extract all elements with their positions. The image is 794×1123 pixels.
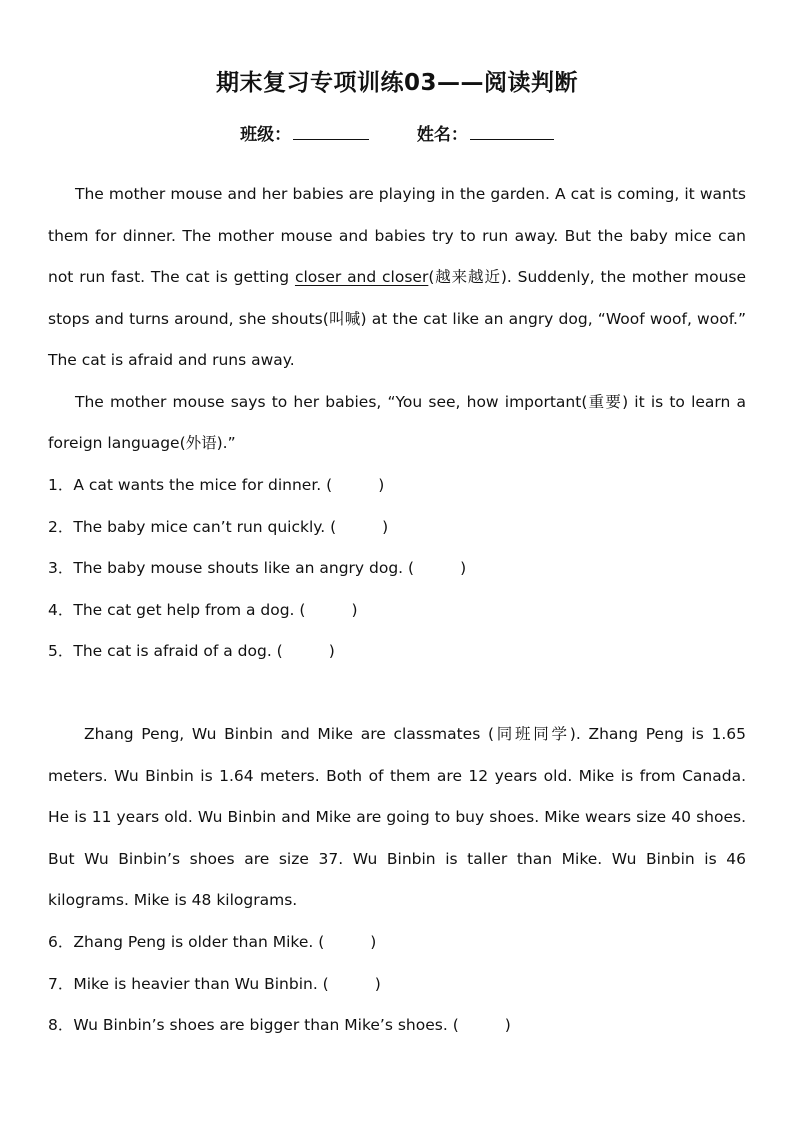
page-title: 期末复习专项训练03——阅读判断	[215, 70, 578, 96]
reading-passage-1	[48, 174, 746, 465]
question-item: 5．The cat is afraid of a dog. ( )	[48, 642, 335, 660]
passage-1-paragraph-1: The mother mouse and her babies are playing in the garden. A cat is coming, it wants them for dinner. The mother mouse and babies try to run away. But the baby mice can not run fast. The cat is getting closer and closer(越来越近). Suddenly, the mother mouse stops and turns around, she shouts(叫喊) at the cat like an angry dog, “Woof woof, woof.” The cat is afraid and runs away.	[48, 185, 747, 369]
class-label: 班级：	[240, 125, 292, 145]
passage-2-paragraph-1: Zhang Peng, Wu Binbin and Mike are classmates (同班同学). Zhang Peng is 1.65 meters. Wu Binbin is 1.64 meters. Both of them are 12 years old. Mike is from Canada. He is 11 years old. Wu Binbin and Mike are going to buy shoes. Mike wears size 40 shoes. But Wu Binbin’s shoes are size 37. Wu Binbin is taller than Mike. Wu Binbin is 46 kilograms. Mike is 48 kilograms.	[48, 725, 746, 909]
question-item: 3．The baby mouse shouts like an angry dog. ( )	[48, 559, 467, 577]
name-label: 姓名：	[416, 125, 468, 145]
question-item: 4．The cat get help from a dog. ( )	[48, 600, 358, 619]
passage-1-paragraph-2: The mother mouse says to her babies, “You see, how important(重要) it is to learn a foreign language(外语).”	[48, 392, 746, 452]
question-item: 2．The baby mice can’t run quickly. ( )	[48, 517, 389, 536]
underlined-phrase: closer and closer	[294, 268, 429, 286]
question-item: 8．Wu Binbin’s shoes are bigger than Mike’s shoes. ( )	[48, 1016, 511, 1034]
question-item: 1．A cat wants the mice for dinner. ( )	[48, 476, 385, 494]
reading-passage-2	[48, 714, 746, 922]
name-blank[interactable]	[470, 123, 554, 140]
class-blank[interactable]	[293, 123, 369, 140]
question-list-1	[48, 465, 746, 673]
question-list-2	[48, 922, 746, 1047]
question-item: 6．Zhang Peng is older than Mike. ( )	[48, 933, 377, 951]
student-info-row	[0, 120, 794, 145]
question-item: 7．Mike is heavier than Wu Binbin. ( )	[48, 974, 381, 993]
